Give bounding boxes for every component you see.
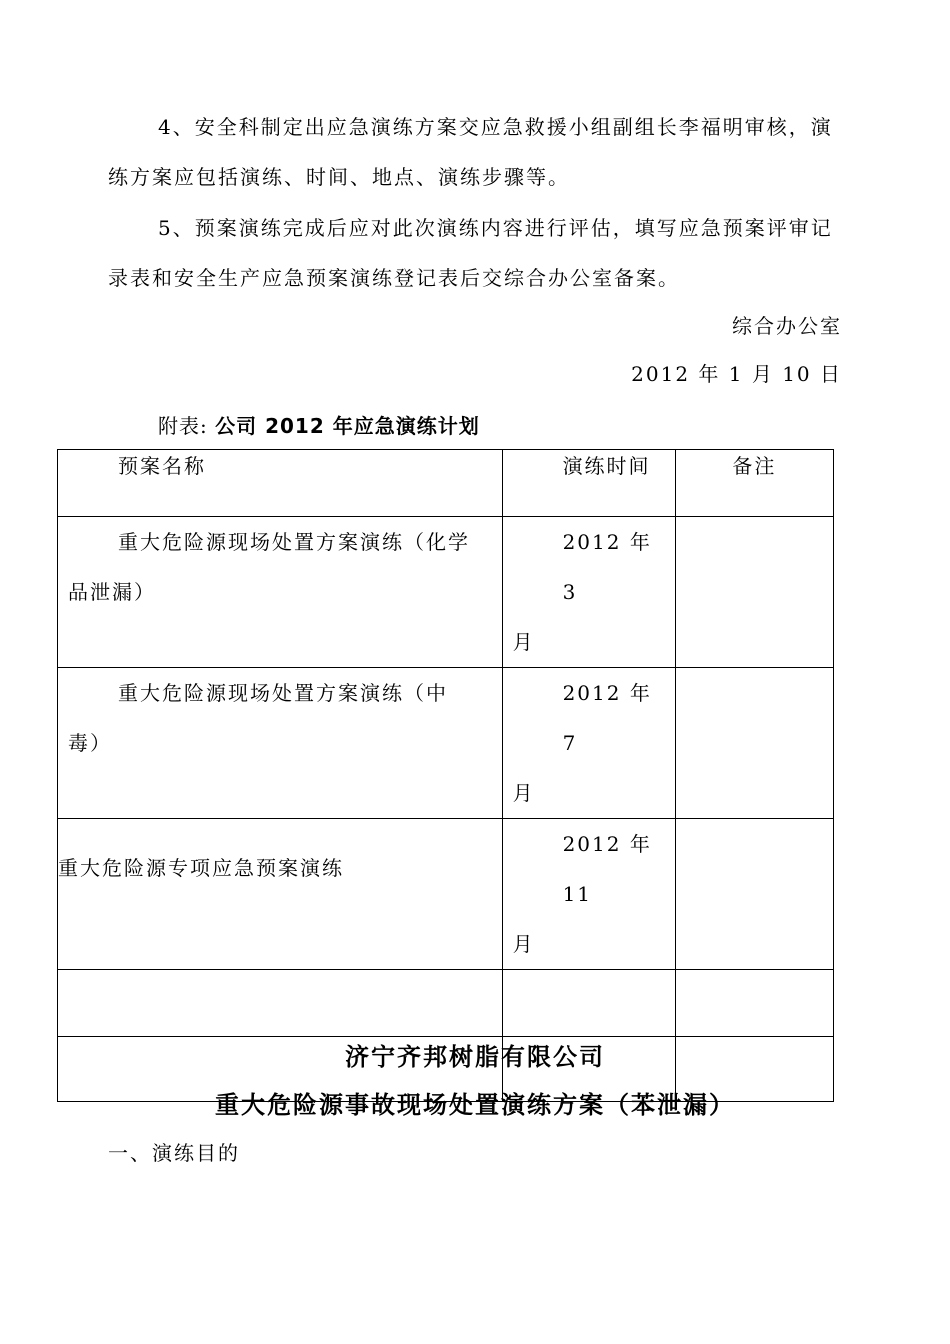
cell-plan-name: 重大危险源专项应急预案演练 [58, 819, 503, 970]
paragraph-item-5 [108, 203, 842, 303]
cell-remarks [675, 668, 833, 819]
table-row-empty [58, 970, 834, 1037]
header-plan-name: 预案名称 [58, 450, 503, 517]
attachment-prefix: 附表: [158, 414, 208, 438]
paragraph-line: 4、安全科制定出应急演练方案交应急救援小组副组长李福明审核，演 [158, 115, 833, 139]
cell-remarks [675, 819, 833, 970]
cell-text-line: 品泄漏） [68, 580, 156, 604]
table-row [58, 668, 834, 819]
cell-empty [675, 970, 833, 1037]
attachment-caption [158, 412, 480, 440]
cell-text-line: 重大危险源现场处置方案演练（化学 [118, 530, 470, 554]
cell-text-line: 月 [512, 781, 535, 805]
paragraph-item-4 [108, 102, 842, 202]
signature-organization: 综合办公室 [732, 314, 842, 338]
cell-text-line: 2012 年 3 [562, 530, 652, 604]
drill-plan-table [57, 449, 834, 1102]
plan-title-heading: 重大危险源事故现场处置演练方案（苯泄漏） [215, 1091, 735, 1119]
cell-text-line: 重大危险源现场处置方案演练（中 [118, 681, 448, 705]
table-row [58, 517, 834, 668]
table-header-row [58, 450, 834, 517]
header-remarks: 备注 [675, 450, 833, 517]
cell-empty [502, 970, 675, 1037]
cell-plan-name [58, 517, 503, 668]
cell-drill-time [502, 668, 675, 819]
cell-remarks [675, 517, 833, 668]
cell-drill-time [502, 819, 675, 970]
cell-text-line: 2012 年 11 [562, 832, 652, 906]
paragraph-line: 录表和安全生产应急预案演练登记表后交综合办公室备案。 [108, 266, 680, 290]
signature-date: 2012 年 1 月 10 日 [631, 362, 842, 386]
attachment-title: 公司 2012 年应急演练计划 [215, 414, 480, 438]
cell-text-line: 2012 年 7 [562, 681, 652, 755]
cell-text-line: 月 [512, 630, 535, 654]
company-heading: 济宁齐邦树脂有限公司 [345, 1043, 605, 1071]
paragraph-line: 练方案应包括演练、时间、地点、演练步骤等。 [108, 165, 570, 189]
cell-empty [58, 970, 503, 1037]
section-heading-objective: 一、演练目的 [108, 1141, 240, 1165]
header-drill-time: 演练时间 [502, 450, 675, 517]
cell-plan-name [58, 668, 503, 819]
cell-drill-time [502, 517, 675, 668]
table-row [58, 819, 834, 970]
cell-text-line: 毒） [68, 731, 112, 755]
cell-text-line: 月 [512, 932, 535, 956]
paragraph-line: 5、预案演练完成后应对此次演练内容进行评估，填写应急预案评审记 [158, 216, 833, 240]
